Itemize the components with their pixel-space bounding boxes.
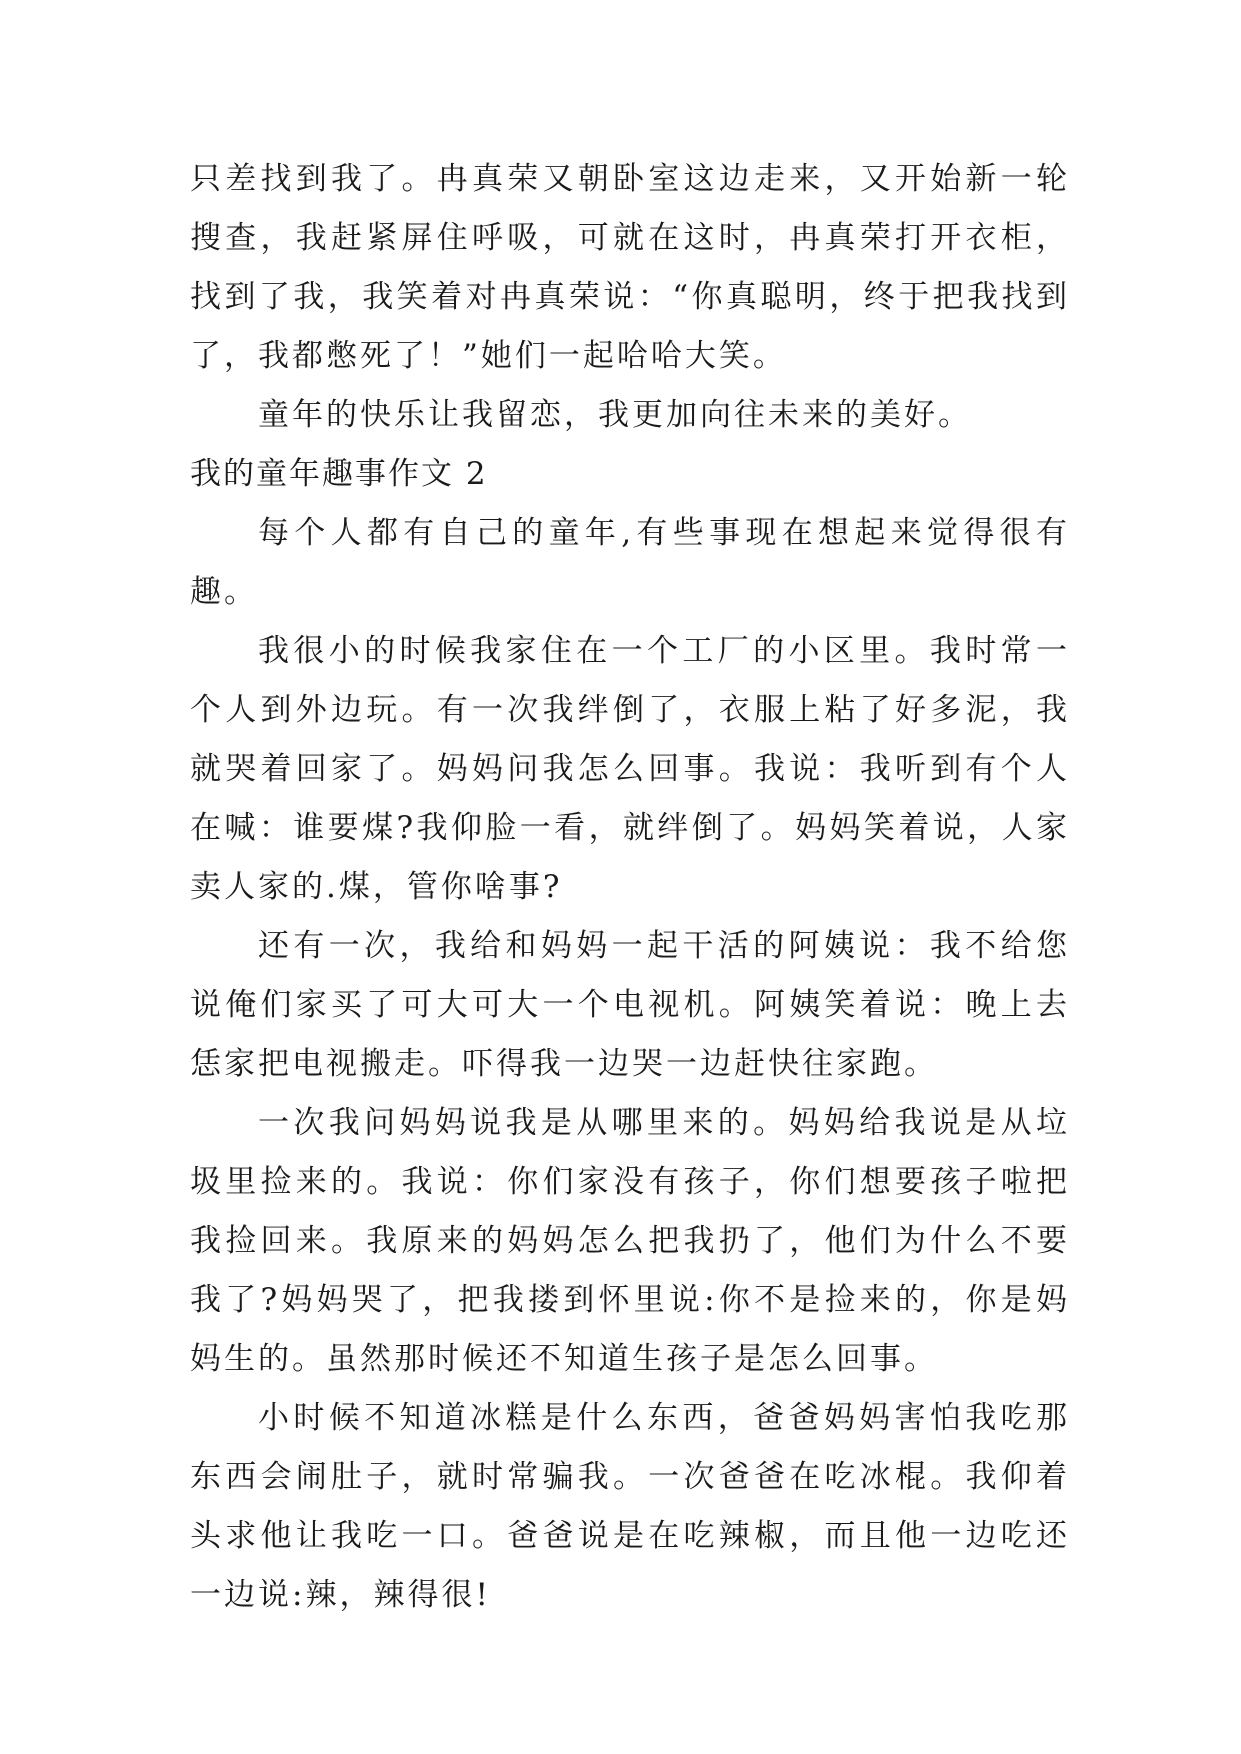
section-heading: 我的童年趣事作文 2 [190, 456, 488, 492]
paragraph-3: 每个人都有自己的童年,有些事现在想起来觉得很有趣。 [190, 515, 1070, 610]
paragraph-7: 小时候不知道冰糕是什么东西，爸爸妈妈害怕我吃那东西会闹肚子，就时常骗我。一次爸爸在吃冰棍。我仰着头求他让我吃一口。爸爸说是在吃辣椒，而且他一边吃还一边说:辣，辣得很! [190, 1400, 1070, 1613]
paragraph-6: 一次我问妈妈说我是从哪里来的。妈妈给我说是从垃圾里捡来的。我说：你们家没有孩子，你们想要孩子啦把我捡回来。我原来的妈妈怎么把我扔了，他们为什么不要我了?妈妈哭了，把我搂到怀里说:你不是捡来的，你是妈妈生的。虽然那时候还不知道生孩子是怎么回事。 [190, 1105, 1070, 1377]
paragraph-4: 我很小的时候我家住在一个工厂的小区里。我时常一个人到外边玩。有一次我绊倒了，衣服上粘了好多泥，我就哭着回家了。妈妈问我怎么回事。我说：我听到有个人在喊：谁要煤?我仰脸一看，就绊倒了。妈妈笑着说，人家卖人家的.煤，管你啥事? [190, 633, 1070, 905]
paragraph-1: 只差找到我了。冉真荣又朝卧室这边走来，又开始新一轮搜查，我赶紧屏住呼吸，可就在这时，冉真荣打开衣柜，找到了我，我笑着对冉真荣说：“你真聪明，终于把我找到了，我都憋死了！”她们一起哈哈大笑。 [190, 161, 1070, 374]
paragraph-5: 还有一次，我给和妈妈一起干活的阿姨说：我不给您说俺们家买了可大可大一个电视机。阿姨笑着说：晚上去恁家把电视搬走。吓得我一边哭一边赶快往家跑。 [190, 928, 1070, 1082]
document-body [190, 150, 1070, 1625]
paragraph-2: 童年的快乐让我留恋，我更加向往未来的美好。 [258, 397, 972, 433]
